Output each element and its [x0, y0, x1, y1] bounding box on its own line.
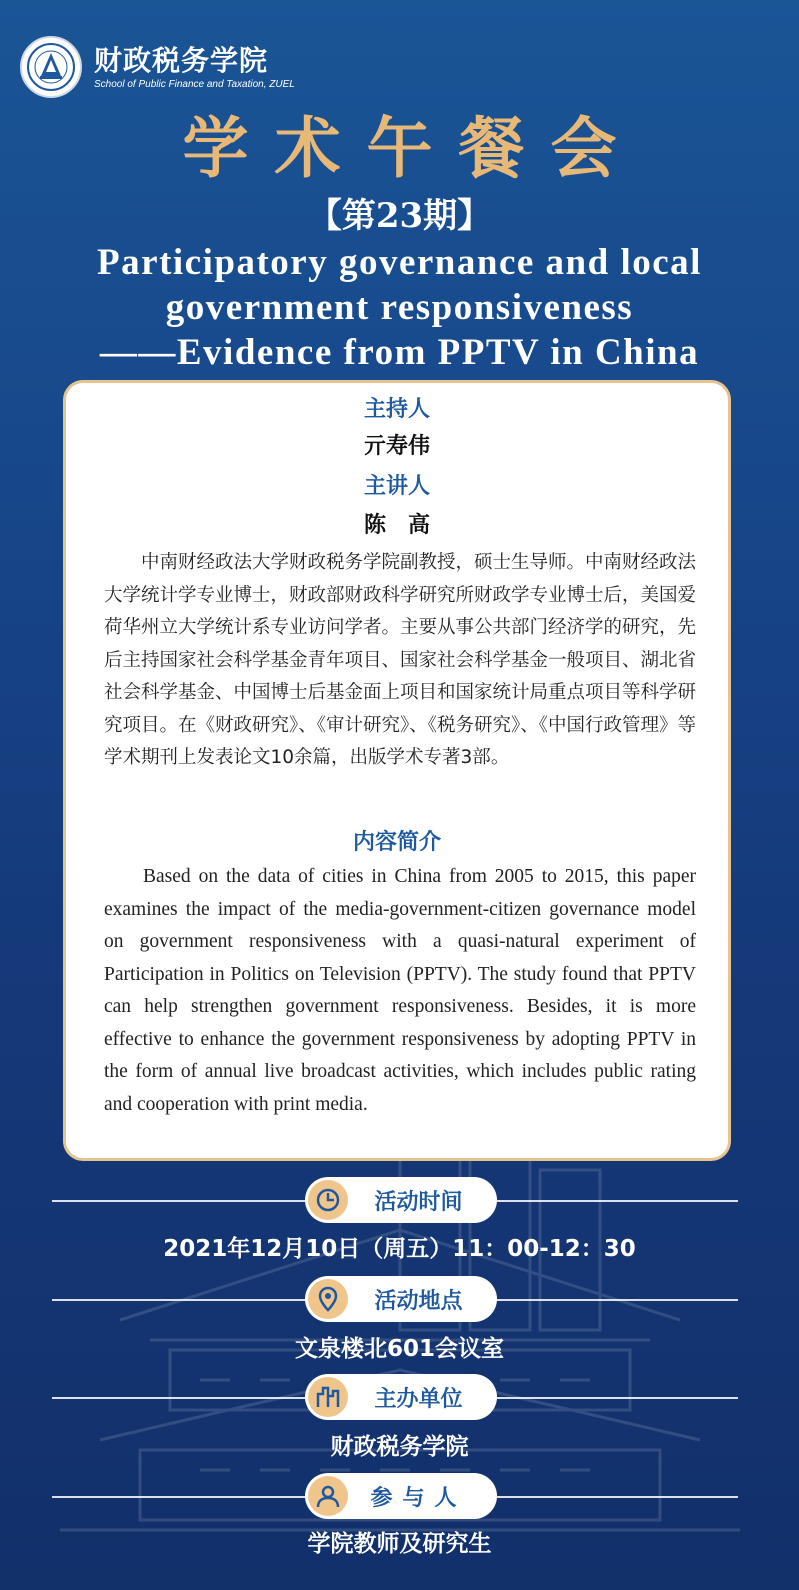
person-icon	[308, 1476, 348, 1516]
school-name-cn: 财政税务学院	[94, 43, 269, 77]
school-name-en: School of Public Finance and Taxation, ZUEL	[94, 78, 295, 90]
talk-title-line: ——Evidence from PPTV in China	[99, 332, 700, 373]
info-card	[63, 380, 731, 1161]
participants-label-pill	[305, 1473, 497, 1519]
organizer-value: 财政税务学院	[330, 1434, 469, 1460]
abstract-text: Based on the data of cities in China from 2005 to 2015, this paper examines the impact of the media-government-citizen governance model on government responsiveness with a quasi-natural experiment of Participation in Politics on Television (PPTV). The study found that PPTV can help strengthen government responsiveness. Besides, it is more effective to enhance the government responsiveness by adopting PPTV in the form of annual live broadcast activities, which includes public rating and cooperation with print media.	[104, 866, 696, 1115]
time-label: 活动时间	[374, 1189, 463, 1215]
talk-title-line: Participatory governance and local	[97, 242, 702, 283]
location-pin-icon	[308, 1279, 348, 1319]
building-icon	[308, 1377, 348, 1417]
organizer-label: 主办单位	[374, 1386, 463, 1412]
organizer-label-pill	[305, 1374, 497, 1420]
event-name: 学术午餐会	[182, 109, 643, 187]
talk-title-line: government responsiveness	[165, 287, 634, 328]
talk-title	[20, 240, 779, 375]
time-label-pill	[305, 1177, 497, 1223]
participants-value: 学院教师及研究生	[307, 1531, 492, 1557]
participants-label: 参与人	[370, 1485, 467, 1511]
speaker-name: 陈高	[363, 513, 452, 538]
school-emblem-icon	[20, 36, 82, 98]
clock-icon	[308, 1180, 348, 1220]
place-value: 文泉楼北601会议室	[294, 1336, 504, 1362]
host-heading: 主持人	[363, 397, 430, 422]
school-logo	[20, 36, 295, 98]
speaker-heading: 主讲人	[363, 474, 430, 499]
speaker-bio: 中南财经政法大学财政税务学院副教授，硕士生导师。中南财经政法大学统计学专业博士，财政部财政科学研究所财政学专业博士后，美国爱荷华州立大学统计系专业访问学者。主要从事公共部门经济学的研究，先后主持国家社会科学基金青年项目、国家社会科学基金一般项目、湖北省社会科学基金、中国博士后基金面上项目和国家统计局重点项目等科学研究项目。在《财政研究》、《审计研究》、《税务研究》、《中国行政管理》等学术期刊上发表论文10余篇，出版学术专著3部。	[104, 552, 697, 768]
abstract-heading: 内容简介	[352, 830, 441, 855]
host-name: 亓寿伟	[363, 434, 430, 459]
place-label-pill	[305, 1276, 497, 1322]
place-label: 活动地点	[374, 1288, 463, 1314]
issue-number: 【第23期】	[307, 196, 492, 236]
time-value: 2021年12月10日（周五）11：00-12：30	[163, 1236, 636, 1262]
